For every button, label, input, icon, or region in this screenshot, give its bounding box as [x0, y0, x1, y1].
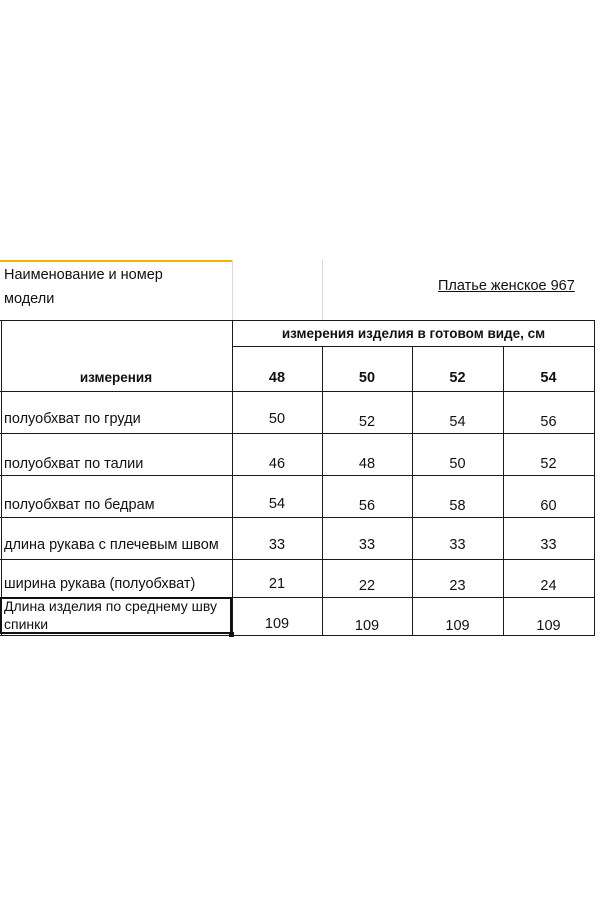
rule-row-1	[0, 433, 595, 434]
table-cell: 109	[264, 616, 290, 632]
table-cell: 60	[540, 498, 557, 514]
table-cell: 46	[268, 456, 286, 472]
size-header: 52	[449, 370, 466, 386]
table-cell: 56	[540, 414, 557, 430]
table-cell: 24	[540, 578, 557, 594]
table-cell: 50	[449, 456, 466, 472]
table-cell: 109	[536, 618, 561, 634]
table-cell: 33	[268, 537, 286, 553]
table-cell: 33	[358, 537, 376, 553]
cell-gridline	[232, 260, 233, 320]
size-header: 48	[268, 370, 286, 386]
cell-gridline	[322, 260, 323, 320]
table-cell: 109	[445, 618, 470, 634]
model-name: Платье женское 967	[438, 278, 575, 294]
rule-row-2	[0, 475, 595, 476]
rule-title-bottom	[0, 320, 595, 321]
table-cell: 21	[268, 576, 286, 592]
table-cell: 33	[449, 537, 466, 553]
size-header: 54	[540, 370, 557, 386]
row-label-line-2: спинки	[4, 616, 49, 632]
row-header: измерения	[79, 370, 153, 385]
table-cell: 50	[268, 411, 286, 427]
title-line-1: Наименование и номер	[4, 267, 163, 283]
rule-row-3	[0, 517, 595, 518]
row-label: ширина рукава (полуобхват)	[4, 576, 196, 592]
row-label-line-1: Длина изделия по среднему шву	[4, 598, 218, 614]
row-label: полуобхват по талии	[4, 456, 144, 472]
table-cell: 48	[358, 456, 376, 472]
size-header: 50	[358, 370, 376, 386]
rule-group-header-bottom	[232, 346, 595, 347]
active-cell-accent	[0, 260, 232, 262]
title-line-2: модели	[4, 291, 55, 307]
table-cell: 54	[268, 496, 286, 512]
rule-left	[1, 320, 2, 636]
table-cell: 54	[449, 414, 466, 430]
group-header: измерения изделия в готовом виде, см	[281, 326, 546, 341]
row-label: длина рукава с плечевым швом	[4, 537, 219, 553]
table-cell: 52	[358, 414, 376, 430]
fill-handle[interactable]	[229, 632, 234, 637]
row-label: полуобхват по груди	[4, 411, 141, 427]
table-cell: 109	[354, 618, 380, 634]
table-cell: 23	[449, 578, 466, 594]
rule-header-bottom	[0, 391, 595, 392]
table-cell: 56	[358, 498, 376, 514]
row-label: полуобхват по бедрам	[4, 497, 155, 513]
table-cell: 22	[358, 578, 376, 594]
rule-right	[594, 320, 595, 636]
table-cell: 33	[540, 537, 557, 553]
rule-table-bottom	[0, 635, 595, 636]
rule-row-4	[0, 559, 595, 560]
size-chart-table	[0, 258, 596, 640]
table-cell: 52	[540, 456, 557, 472]
table-cell: 58	[449, 498, 466, 514]
